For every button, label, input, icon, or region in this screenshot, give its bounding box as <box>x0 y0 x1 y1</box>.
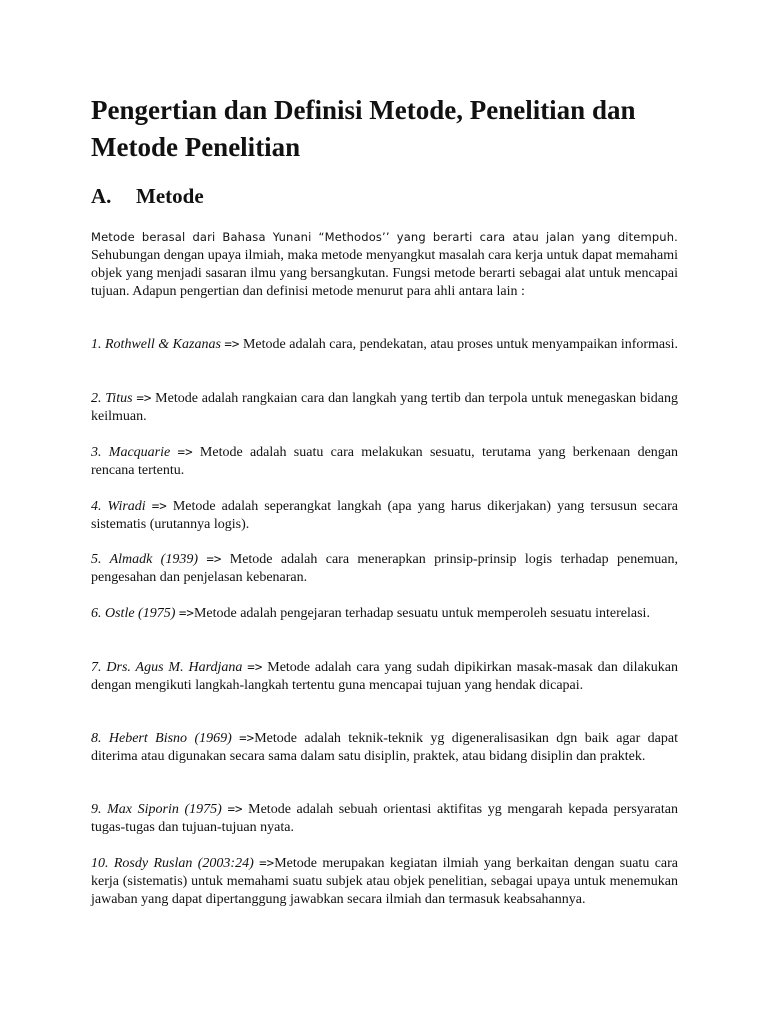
definition-item <box>91 658 678 695</box>
definition-text: Metode adalah cara yang sudah dipikirkan masak-masak dan dilakukan dengan mengikuti langkah-langkah tertentu guna mencapai tujuan yang hendak dicapai. <box>91 660 678 693</box>
intro-paragraph <box>91 228 678 301</box>
definition-text: Metode adalah teknik-teknik yg digeneralisasikan dgn baik agar dapat diterima atau digunakan secara sama dalam satu disiplin, praktek, atau bidang disiplin dan praktek. <box>91 731 678 764</box>
section-number: A. <box>91 184 112 208</box>
arrow-symbol: => <box>177 444 193 459</box>
definition-text: Metode adalah sebuah orientasi aktifitas yg mengarah kepada persyaratan tugas-tugas dan tujuan-tujuan nyata. <box>91 802 678 835</box>
definition-item <box>91 497 678 534</box>
arrow-symbol: => <box>178 605 194 620</box>
definition-source: 3. Macquarie <box>91 445 171 460</box>
definition-source: 6. Ostle (1975) <box>91 606 176 621</box>
arrow-symbol: => <box>151 498 167 513</box>
arrow-symbol: => <box>136 390 152 405</box>
section-heading <box>91 182 204 210</box>
definition-source: 5. Almadk (1939) <box>91 552 199 567</box>
definition-text: Metode adalah pengejaran terhadap sesuatu untuk memperoleh sesuatu interelasi. <box>193 606 650 621</box>
arrow-symbol: => <box>224 336 240 351</box>
arrow-symbol: => <box>239 730 255 745</box>
definition-text: Metode merupakan kegiatan ilmiah yang berkaitan dengan suatu cara kerja (sistematis) untuk memahami suatu subjek atau objek penelitian, sebagai upaya untuk menemukan jawaban yang dapat dipertanggung jawabkan secara ilmiah dan termasuk keabsahannya. <box>91 856 679 907</box>
definition-item <box>91 800 678 837</box>
definition-text: Metode adalah suatu cara melakukan sesuatu, terutama yang berkenaan dengan rencana tertentu. <box>91 445 679 478</box>
section-title: Metode <box>136 184 204 208</box>
definition-item <box>91 335 678 354</box>
arrow-symbol: => <box>247 659 263 674</box>
intro-rest: Sehubungan dengan upaya ilmiah, maka metode menyangkut masalah cara kerja untuk dapat memahami objek yang menjadi sasaran ilmu yang bersangkutan. Fungsi metode berarti sebagai alat untuk mencapai tujuan. Adapun pengertian dan definisi metode menurut para ahli antara lain : <box>91 248 678 299</box>
arrow-symbol: => <box>206 551 222 566</box>
definition-source: 4. Wiradi <box>91 499 146 514</box>
definition-source: 8. Hebert Bisno (1969) <box>91 731 232 746</box>
definition-item <box>91 604 678 623</box>
definition-item <box>91 550 678 587</box>
arrow-symbol: => <box>259 855 275 870</box>
definition-text: Metode adalah cara menerapkan prinsip-prinsip logis terhadap penemuan, pengesahan dan penjelasan kebenaran. <box>91 552 679 585</box>
definition-item <box>91 729 678 766</box>
definition-item <box>91 854 678 909</box>
definition-source: 1. Rothwell & Kazanas <box>91 337 221 352</box>
definition-text: Metode adalah rangkaian cara dan langkah yang tertib dan terpola untuk menegaskan bidang keilmuan. <box>91 391 678 424</box>
definition-source: 7. Drs. Agus M. Hardjana <box>91 660 243 675</box>
intro-first-line: Metode berasal dari Bahasa Yunani “Methodos’’ yang berarti cara atau jalan yang ditempuh. <box>91 230 678 244</box>
definition-text: Metode adalah cara, pendekatan, atau proses untuk menyampaikan informasi. <box>239 337 678 352</box>
definition-source: 2. Titus <box>91 391 133 406</box>
definition-source: 10. Rosdy Ruslan (2003:24) <box>91 856 254 871</box>
definition-source: 9. Max Siporin (1975) <box>91 802 222 817</box>
arrow-symbol: => <box>227 801 243 816</box>
definition-item <box>91 443 678 480</box>
definition-text: Metode adalah seperangkat langkah (apa yang harus dikerjakan) yang tersusun secara sistematis (urutannya logis). <box>91 499 679 532</box>
page-title: Pengertian dan Definisi Metode, Penelitian dan Metode Penelitian <box>91 95 636 162</box>
definition-item <box>91 389 678 426</box>
